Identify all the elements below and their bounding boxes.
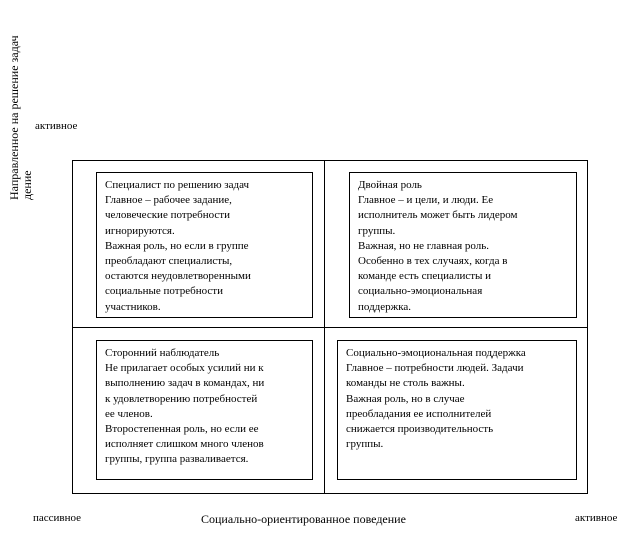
quadrant-line: преобладают специалисты, <box>105 255 233 268</box>
y-axis-label-line-1: Направленное на решение задач <box>7 35 21 200</box>
quadrant-line: Не прилагает особых усилий ни к <box>105 362 264 375</box>
quadrant-line: социально-эмоциональная <box>358 285 483 298</box>
quadrant-line: преобладания ее исполнителей <box>346 407 492 420</box>
quadrant-outside-observer <box>96 340 313 480</box>
matrix-horizontal-divider <box>72 327 588 328</box>
quadrant-line: Важная, но не главная роль. <box>358 239 490 252</box>
quadrant-line: снижается производительность <box>346 423 494 436</box>
quadrant-line: группы. <box>346 438 384 451</box>
quadrant-line: игнорируются. <box>105 224 175 237</box>
quadrant-line: человеческие потребности <box>105 209 230 222</box>
y-axis-top-label: активное <box>35 120 78 132</box>
quadrant-line: Социально-эмоциональная поддержка <box>346 347 526 359</box>
quadrant-line: выполнению задач в командах, ни <box>105 377 265 390</box>
quadrant-line: Важная роль, но в случае <box>346 392 465 405</box>
quadrant-line: ее членов. <box>105 407 153 420</box>
quadrant-line: Особенно в тех случаях, когда в <box>358 255 508 268</box>
quadrant-line: Главное – рабочее задание, <box>105 194 232 207</box>
quadrant-socio-emotional-support <box>337 340 577 480</box>
quadrant-line: социальные потребности <box>105 285 223 298</box>
quadrant-line: участников. <box>105 300 161 313</box>
quadrant-line: группы. <box>358 224 396 237</box>
quadrant-line: Сторонний наблюдатель <box>105 347 220 359</box>
quadrant-line: Двойная роль <box>358 179 422 191</box>
x-axis-right-label: активное <box>575 512 618 524</box>
quadrant-task-specialist <box>96 172 313 318</box>
x-axis-left-label: пассивное <box>33 512 82 524</box>
quadrant-line: поддержка. <box>358 300 412 313</box>
quadrant-line: исполняет слишком много членов <box>105 438 264 451</box>
quadrant-line: Важная роль, но если в группе <box>105 239 249 252</box>
quadrant-line: Главное – потребности людей. Задачи <box>346 362 524 375</box>
quadrant-line: команде есть специалисты и <box>358 270 492 283</box>
quadrant-line: к удовлетворению потребностей <box>105 392 258 405</box>
quadrant-line: Второстепенная роль, но если ее <box>105 423 259 436</box>
x-axis-label: Социально-ориентированное поведение <box>201 512 406 526</box>
quadrant-line: остаются неудовлетворенными <box>105 270 251 283</box>
quadrant-line: исполнитель может быть лидером <box>358 209 518 222</box>
quadrant-line: группы, группа разваливается. <box>105 453 249 466</box>
quadrant-line: Специалист по решению задач <box>105 179 250 191</box>
quadrant-dual-role <box>349 172 577 318</box>
y-axis-label-line-2: дение <box>20 170 34 200</box>
quadrant-line: Главное – и цели, и люди. Ее <box>358 194 494 207</box>
y-axis-label <box>8 0 48 200</box>
quadrant-line: команды не столь важны. <box>346 377 465 390</box>
